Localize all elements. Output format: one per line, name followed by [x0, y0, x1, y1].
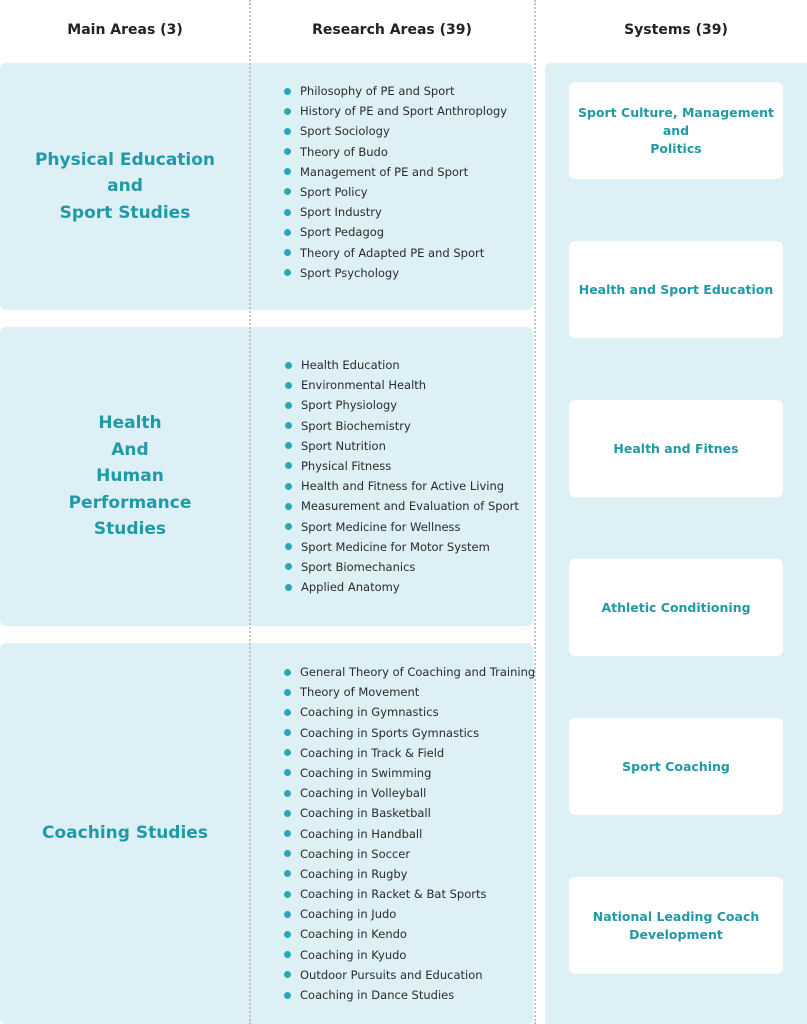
- research-area-label: Coaching in Sports Gymnastics: [300, 725, 480, 740]
- list-item: [284, 355, 519, 375]
- system-box-health-sport-education: Health and Sport Education: [569, 241, 783, 338]
- bullet-icon: [284, 769, 291, 776]
- research-list-health: [284, 355, 519, 597]
- system-box-sport-coaching: Sport Coaching: [569, 718, 783, 815]
- bullet-icon: [284, 790, 291, 797]
- research-area-label: Sport Psychology: [300, 265, 400, 280]
- research-area-label: Coaching in Judo: [300, 907, 397, 922]
- research-area-label: Sport Pedagog: [300, 225, 385, 240]
- list-item: [284, 436, 519, 456]
- research-areas-header: Research Areas (39): [312, 22, 472, 38]
- research-area-label: Applied Anatomy: [301, 580, 400, 595]
- bullet-icon: [284, 148, 291, 155]
- list-item: [283, 945, 535, 965]
- list-item: [284, 537, 519, 557]
- bullet-icon: [285, 563, 292, 570]
- main-areas-header: Main Areas (3): [67, 22, 183, 38]
- research-area-label: Coaching in Basketball: [300, 806, 431, 821]
- list-item: [284, 416, 519, 436]
- systems-header: Systems (39): [624, 22, 728, 38]
- list-item: [283, 702, 535, 722]
- list-item: [284, 395, 519, 415]
- research-area-label: Coaching in Volleyball: [300, 786, 427, 801]
- bullet-icon: [284, 229, 291, 236]
- research-area-label: Philosophy of PE and Sport: [300, 84, 455, 98]
- list-item: [283, 985, 535, 1005]
- bullet-icon: [284, 689, 291, 696]
- list-item: [283, 162, 507, 182]
- list-item: [283, 101, 507, 121]
- research-area-label: Physical Fitness: [301, 458, 392, 473]
- list-item: [283, 682, 535, 702]
- bullet-icon: [285, 382, 292, 389]
- main-area-title-health: Health And Human Performance Studies: [68, 413, 192, 540]
- research-area-label: Health Education: [301, 358, 400, 372]
- bullet-icon: [284, 931, 291, 938]
- research-area-label: Coaching in Handball: [300, 826, 423, 841]
- research-area-label: Theory of Budo: [300, 144, 388, 159]
- main-area-title-pe: Physical Education and Sport Studies: [34, 149, 216, 223]
- list-item: [283, 864, 535, 884]
- bullet-icon: [284, 992, 291, 999]
- list-item: [283, 182, 507, 202]
- research-list-coaching: [283, 662, 535, 1005]
- list-item: [284, 517, 519, 537]
- research-area-label: Sport Medicine for Motor System: [301, 539, 490, 554]
- list-item: [283, 222, 507, 242]
- list-item: [283, 723, 535, 743]
- list-item: [284, 456, 519, 476]
- bullet-icon: [284, 749, 291, 756]
- bullet-icon: [284, 830, 291, 837]
- list-item: [283, 884, 535, 904]
- research-area-label: Coaching in Kendo: [300, 927, 407, 942]
- research-area-label: Coaching in Dance Studies: [300, 988, 455, 1002]
- bullet-icon: [284, 188, 291, 195]
- research-area-label: Coaching in Gymnastics: [300, 705, 439, 720]
- bullet-icon: [284, 108, 291, 115]
- research-area-label: General Theory of Coaching and Training: [300, 665, 536, 679]
- list-item: [284, 496, 519, 516]
- list-item: [283, 803, 535, 823]
- bullet-icon: [285, 523, 292, 530]
- list-item: [283, 142, 507, 162]
- list-item: [283, 924, 535, 944]
- research-list-pe: [283, 81, 507, 283]
- list-item: [283, 743, 535, 763]
- bullet-icon: [285, 483, 292, 490]
- bullet-icon: [284, 971, 291, 978]
- research-area-label: Outdoor Pursuits and Education: [300, 967, 483, 982]
- bullet-icon: [285, 503, 292, 510]
- research-area-label: Sport Biomechanics: [301, 559, 416, 574]
- bullet-icon: [284, 891, 291, 898]
- research-area-label: Sport Physiology: [301, 398, 398, 413]
- bullet-icon: [284, 729, 291, 736]
- bullet-icon: [285, 543, 292, 550]
- list-item: [283, 763, 535, 783]
- bullet-icon: [284, 128, 291, 135]
- bullet-icon: [284, 810, 291, 817]
- bullet-icon: [284, 911, 291, 918]
- system-box-athletic-conditioning: Athletic Conditioning: [569, 559, 783, 656]
- research-area-label: Health and Fitness for Active Living: [301, 479, 505, 494]
- list-item: [283, 824, 535, 844]
- research-area-label: History of PE and Sport Anthroplogy: [300, 104, 508, 119]
- research-area-label: Theory of Movement: [300, 685, 420, 700]
- research-area-label: Coaching in Track & Field: [300, 745, 445, 760]
- bullet-icon: [284, 709, 291, 716]
- list-item: [283, 662, 535, 682]
- bullet-icon: [284, 870, 291, 877]
- research-area-label: Coaching in Kyudo: [300, 947, 407, 962]
- list-item: [283, 243, 507, 263]
- list-item: [283, 844, 535, 864]
- list-item: [283, 263, 507, 283]
- research-area-label: Sport Nutrition: [301, 438, 386, 453]
- research-area-label: Sport Policy: [300, 184, 368, 199]
- system-box-sport-culture: Sport Culture, Management and Politics: [569, 82, 783, 179]
- main-area-title-coaching: Coaching Studies: [42, 823, 208, 844]
- research-area-label: Measurement and Evaluation of Sport: [301, 499, 519, 514]
- bullet-icon: [284, 669, 291, 676]
- bullet-icon: [284, 168, 291, 175]
- research-area-label: Coaching in Racket & Bat Sports: [300, 887, 487, 902]
- list-item: [283, 904, 535, 924]
- research-area-label: Sport Biochemistry: [301, 418, 411, 433]
- research-area-label: Coaching in Rugby: [300, 866, 408, 881]
- list-item: [284, 476, 519, 496]
- bullet-icon: [285, 362, 292, 369]
- list-item: [283, 81, 507, 101]
- research-area-label: Sport Medicine for Wellness: [301, 519, 461, 534]
- research-area-label: Sport Sociology: [300, 124, 390, 139]
- system-box-national-coach: National Leading Coach Development: [569, 877, 783, 974]
- research-area-label: Theory of Adapted PE and Sport: [300, 245, 485, 260]
- list-item: [284, 557, 519, 577]
- research-area-label: Coaching in Soccer: [300, 846, 411, 861]
- list-item: [283, 783, 535, 803]
- bullet-icon: [285, 402, 292, 409]
- research-area-label: Coaching in Swimming: [300, 765, 432, 780]
- bullet-icon: [285, 422, 292, 429]
- list-item: [283, 121, 507, 141]
- bullet-icon: [284, 951, 291, 958]
- research-area-label: Sport Industry: [300, 205, 382, 220]
- list-item: [284, 577, 519, 597]
- list-item: [283, 202, 507, 222]
- bullet-icon: [285, 584, 292, 591]
- bullet-icon: [284, 269, 291, 276]
- system-box-health-fitnes: Health and Fitnes: [569, 400, 783, 497]
- bullet-icon: [284, 88, 291, 95]
- research-area-label: Management of PE and Sport: [300, 164, 469, 179]
- bullet-icon: [284, 209, 291, 216]
- bullet-icon: [285, 442, 292, 449]
- bullet-icon: [285, 462, 292, 469]
- list-item: [283, 965, 535, 985]
- list-item: [284, 375, 519, 395]
- bullet-icon: [284, 850, 291, 857]
- bullet-icon: [284, 249, 291, 256]
- research-area-label: Environmental Health: [301, 378, 427, 393]
